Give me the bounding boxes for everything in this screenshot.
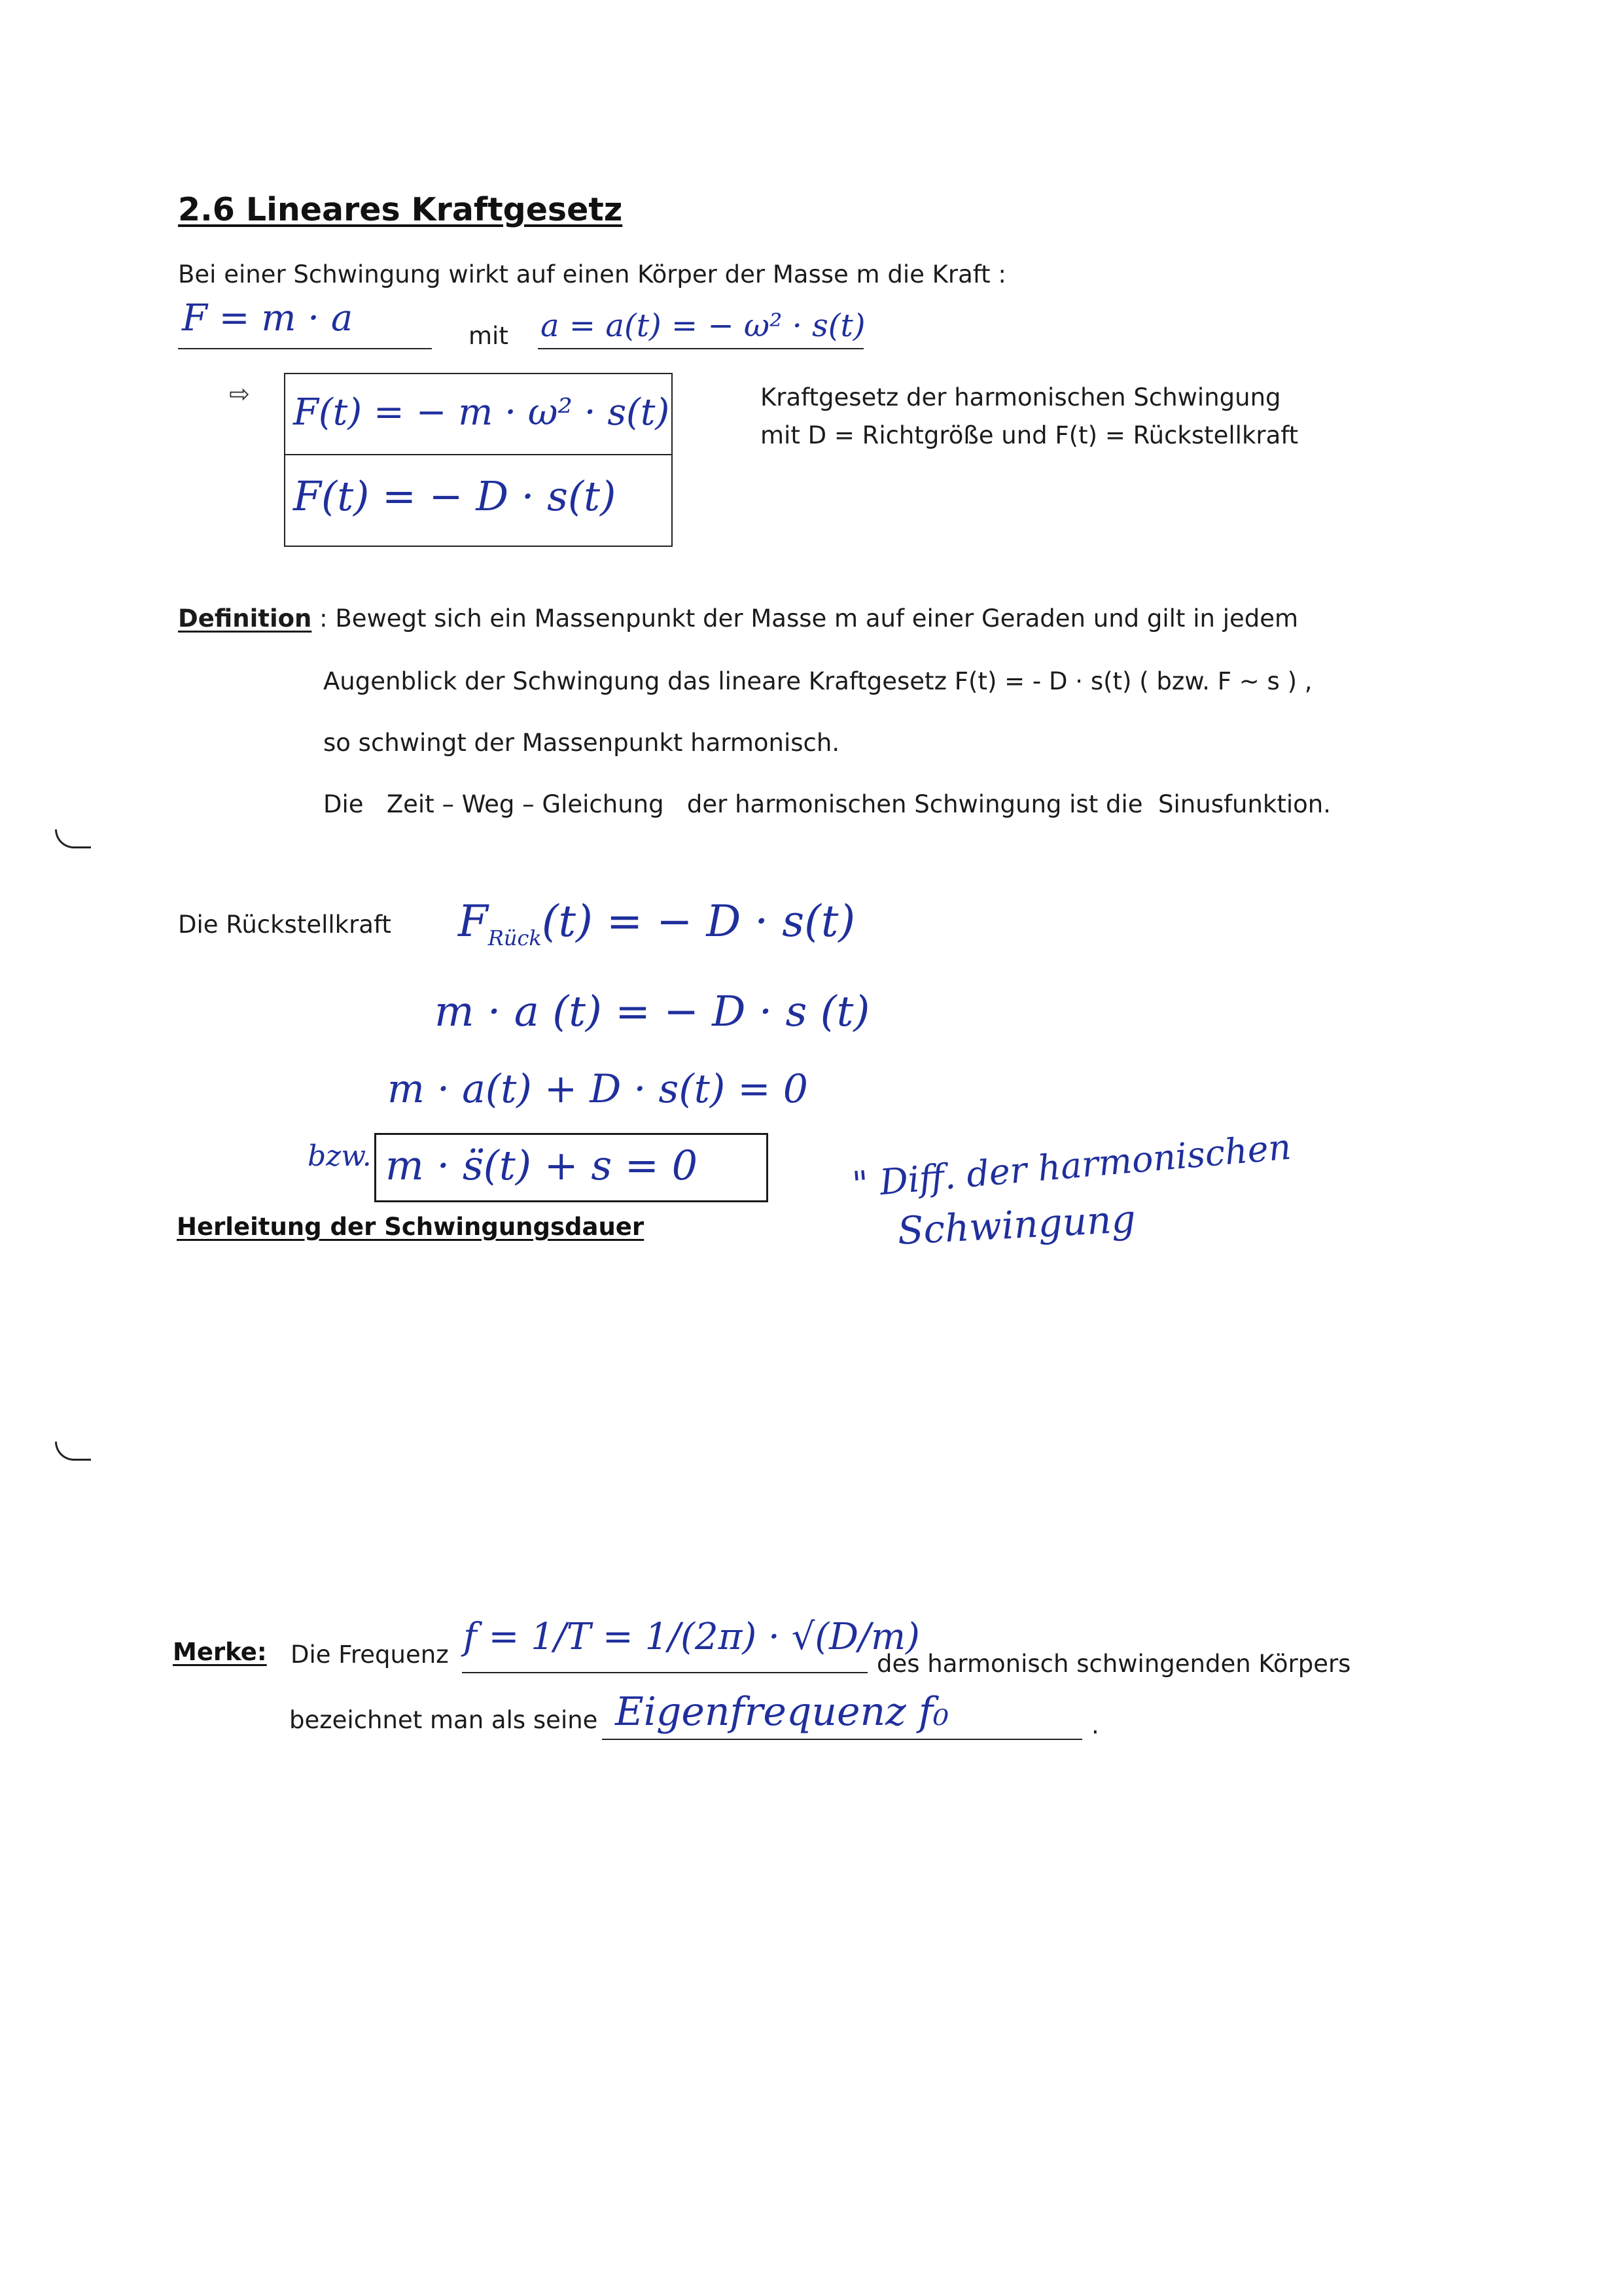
section-title: 2.6 Lineares Kraftgesetz bbox=[178, 191, 623, 228]
definition-line-3: so schwingt der Massenpunkt harmonisch. bbox=[323, 729, 840, 757]
force-symbol: F bbox=[458, 896, 488, 947]
force-subscript: Rück bbox=[487, 926, 542, 951]
handwritten-newton-law: F = m · a bbox=[182, 297, 353, 339]
herleitung-heading: Herleitung der Schwingungsdauer bbox=[177, 1213, 645, 1241]
handwritten-rueckstell-3: m · a(t) + D · s(t) = 0 bbox=[387, 1066, 808, 1112]
handwritten-rueckstell-1 bbox=[458, 896, 855, 950]
handwritten-bzw-prefix: bzw. bbox=[308, 1139, 372, 1173]
handwritten-force-row-1: F(t) = − m · ω² · s(t) bbox=[293, 391, 670, 434]
handwritten-note-line-1: " Diff. der harmonischen bbox=[851, 1126, 1293, 1206]
handwritten-rueckstell-2: m · a (t) = − D · s (t) bbox=[434, 988, 870, 1036]
fill-blank-line bbox=[538, 348, 864, 349]
box-caption-line-2: mit D = Richtgröße und F(t) = Rückstellkraft bbox=[760, 421, 1299, 449]
handwritten-frequency-formula: f = 1/T = 1/(2π) · √(D/m) bbox=[463, 1616, 920, 1658]
intro-text: Bei einer Schwingung wirkt auf einen Körper der Masse m die Kraft : bbox=[178, 260, 1006, 288]
force-rest: (t) = − D · s(t) bbox=[541, 896, 856, 947]
fill-blank-line bbox=[602, 1739, 1082, 1740]
handwritten-force-row-2: F(t) = − D · s(t) bbox=[293, 472, 616, 520]
definition-line-1 bbox=[178, 604, 1298, 633]
merke-text-2: des harmonisch schwingenden Körpers bbox=[877, 1650, 1351, 1678]
definition-line-2: Augenblick der Schwingung das lineare Kraftgesetz F(t) = - D · s(t) ( bzw. F ~ s ) , bbox=[323, 667, 1313, 695]
definition-line-4: Die Zeit – Weg – Gleichung der harmonischen Schwingung ist die Sinusfunktion. bbox=[323, 790, 1331, 818]
punch-hole-mark bbox=[55, 829, 91, 848]
handwritten-note-line-2: Schwingung bbox=[896, 1196, 1137, 1253]
fill-blank-line bbox=[178, 348, 432, 349]
handwritten-acceleration: a = a(t) = − ω² · s(t) bbox=[540, 307, 866, 344]
fill-blank-line bbox=[462, 1672, 868, 1673]
merke-text-3: bezeichnet man als seine bbox=[289, 1706, 598, 1734]
force-law-box bbox=[284, 373, 673, 547]
handwritten-differential-equation: m · s̈(t) + s = 0 bbox=[385, 1141, 698, 1189]
definition-label: Definition bbox=[178, 604, 312, 633]
definition-text: : Bewegt sich ein Massenpunkt der Masse m auf einer Geraden und gilt in jedem bbox=[311, 604, 1299, 633]
punch-hole-mark bbox=[55, 1442, 91, 1461]
rueckstell-label: Die Rückstellkraft bbox=[178, 911, 391, 939]
implication-arrow: ⇨ bbox=[229, 379, 250, 408]
differential-equation-box bbox=[374, 1133, 768, 1202]
handwritten-eigenfrequency: Eigenfrequenz f₀ bbox=[615, 1689, 949, 1735]
mit-label: mit bbox=[468, 322, 508, 350]
merke-label: Merke: bbox=[173, 1638, 267, 1666]
merke-period: . bbox=[1091, 1711, 1099, 1739]
box-caption-line-1: Kraftgesetz der harmonischen Schwingung bbox=[760, 383, 1281, 411]
merke-text-1: Die Frequenz bbox=[291, 1641, 449, 1669]
